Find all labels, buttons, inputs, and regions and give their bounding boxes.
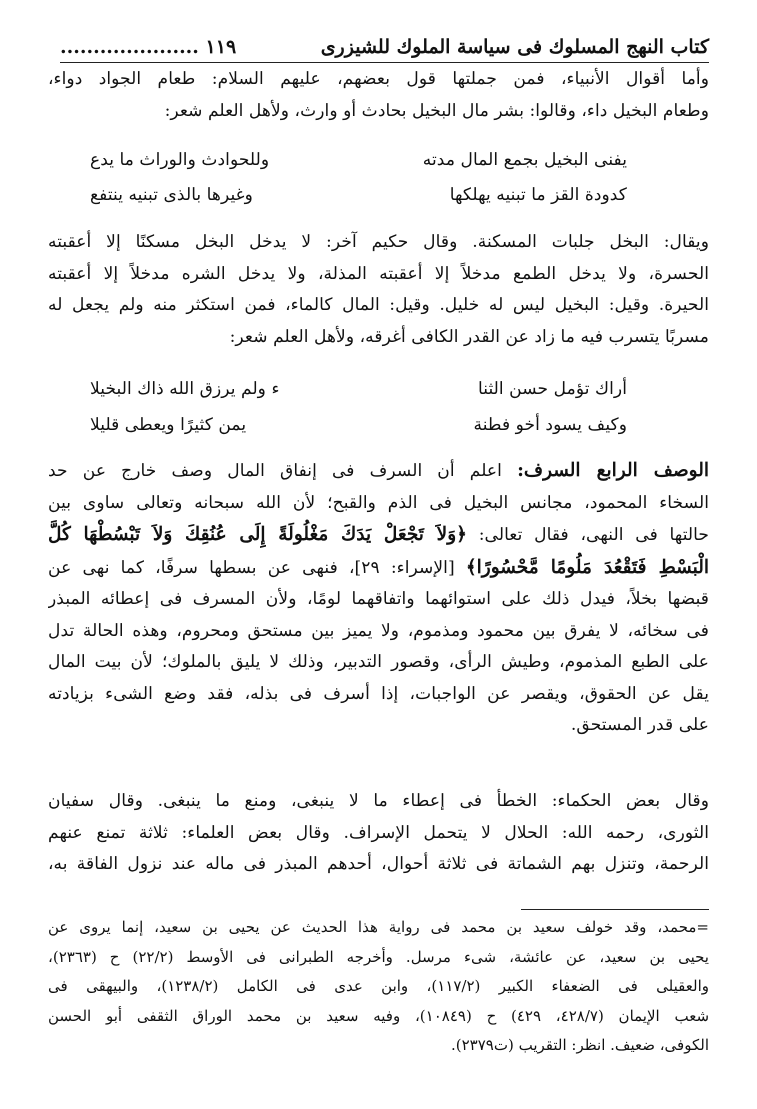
- text-line: يقل عن الحقوق، ويقصر عن الواجبات، إذا أسرف فى بذله، فقد وضع الشىء بزيادته: [48, 683, 709, 704]
- verse-line: [90, 410, 627, 440]
- text-line: على الطبع المذموم، وطيش الرأى، وقصور التدبير، وذلك لا يليق بالملوك؛ لأن بيت المال: [48, 652, 709, 672]
- text-line: ويقال: البخل جلبات المسكنة. وقال حكيم آخر: لا يدخل البخل مسكنًا إلا أعقبته: [48, 232, 709, 252]
- verse-line: [90, 145, 627, 175]
- section-heading: الوصف الرابع السرف:: [517, 460, 709, 481]
- paragraph-wise-sayings: [48, 786, 709, 881]
- footnote: [48, 913, 709, 1061]
- running-header: [60, 28, 709, 63]
- text-line: السخاء المحمود، مجانس البخيل فى الذم والقبح؛ لأن الله سبحانه وتعالى ساوى بين: [48, 492, 709, 513]
- verse-line: [90, 374, 627, 404]
- section-fourth-description-extravagance: [48, 455, 709, 742]
- verse-hemistich-right: كدودة القز ما تبنيه يهلكها: [449, 185, 627, 205]
- text-line: مسربًا يتسرب فيه ما زاد عن القدر الكافى أغرقه، ولأهل العلم شعر:: [229, 326, 709, 347]
- verse-hemistich-right: وكيف يسود أخو فطنة: [473, 415, 627, 435]
- paragraph-prophets-sayings: [48, 64, 709, 127]
- verse-hemistich-left: يمن كثيرًا ويعطى قليلا: [90, 415, 247, 435]
- text-line: الحيرة. وقيل: البخيل ليس له خليل. وقيل: المال كالماء، فمن استكثر منه ولم يجعل له: [48, 295, 709, 315]
- footnote-separator: [521, 909, 709, 910]
- footnote-line: شعب الإيمان (٤٢٨/٧، ٤٢٩) ح (١٠٨٤٩)، وفيه سعيد بن محمد الوراق الثقفى أبو الحسن: [48, 1006, 709, 1025]
- text-line: الثورى، رحمه الله: الحلال لا يتحمل الإسراف. وقال بعض العلماء: ثلاثة تمنع عنهم: [48, 822, 709, 843]
- text-line: الرحمة، وتنزل بهم الشماتة فى ثلاثة أحوال، أحدهم المبذر فى ماله عند نزول الفاقة به،: [48, 854, 709, 874]
- text-line: على قدر المستحق.: [570, 715, 709, 735]
- text-line: حالتها فى النهى، فقال تعالى: ﴿وَلاَ تَجْعَلْ يَدَكَ مَغْلُولَةً إِلَى عُنُقِكَ وَلاَ تَبْسُطْهَا كُلَّ: [48, 524, 709, 545]
- text-line: الوصف الرابع السرف: اعلم أن السرف فى إنفاق المال وصف خارج عن حد: [48, 460, 709, 481]
- text-line: الْبَسْطِ فَتَقْعُدَ مَلُومًا مَّحْسُورًا﴾ [الإسراء: ٢٩]، فنهى عن بسطها سرفًا، كما نهى عن: [48, 556, 709, 578]
- verse-hemistich-right: أراك تؤمل حسن الثنا: [478, 379, 627, 399]
- paragraph-miserliness: [48, 227, 709, 353]
- footnote-line: يحيى بن سعيد، عن عائشة، شىء مرسل. وأخرجه الطبرانى فى الأوسط (٢٢/٢) ح (٢٣٦٣)،: [48, 947, 709, 966]
- quran-verse: ﴿وَلاَ تَجْعَلْ يَدَكَ مَغْلُولَةً إِلَى عُنُقِكَ وَلاَ تَبْسُطْهَا كُلَّ: [48, 524, 467, 545]
- footnote-line: والعقيلى فى الضعفاء الكبير (١١٧/٢)، وابن عدى فى الكامل (١٢٣٨/٢)، والبيهقى فى: [48, 977, 709, 995]
- verse-hemistich-left: ء ولم يرزق الله ذاك البخيلا: [90, 379, 280, 399]
- text-line: وطعام البخيل داء، وقالوا: بشر مال البخيل بحادث أو وارث، ولأهل العلم شعر:: [164, 100, 709, 121]
- text-line: وأما أقوال الأنبياء، فمن جملتها قول بعضهم، عليهم السلام: طعام الجواد دواء،: [48, 69, 709, 89]
- footnote-line: الكوفى، ضعيف. انظر: التقريب (ت٢٣٧٩).: [451, 1036, 709, 1054]
- text-line: وقال بعض الحكماء: الخطأ فى إعطاء ما لا ينبغى، ومنع ما ينبغى. وقال سفيان: [48, 791, 709, 811]
- page-number: ..................... ١١٩: [60, 36, 237, 58]
- text-line: الحسرة، ولا يدخل الطمع مدخلاً إلا أعقبته المذلة، ولا يدخل الشره مدخلاً إلا أعقبته: [48, 263, 709, 284]
- quran-verse: الْبَسْطِ فَتَقْعُدَ مَلُومًا مَّحْسُورًا﴾: [465, 556, 709, 578]
- verse-hemistich-left: وغيرها بالذى تبنيه ينتفع: [90, 185, 253, 205]
- text-line: قبضها بخلاً، فيدل ذلك على استوائهما واتفاقهما لومًا، ولأن المسرف فى إعطائه المبذر: [48, 589, 709, 609]
- footnote-line: =محمد، وقد خولف سعيد بن محمد فى رواية هذا الحديث عن يحيى بن سعيد، إنما يروى عن: [48, 918, 709, 936]
- header-title: كتاب النهج المسلوك فى سياسة الملوك للشيزرى: [320, 36, 709, 58]
- text-line: فى سخائه، لا يفرق بين محمود ومذموم، ولا يميز بين مستحق ومحروم، وهذه الحالة تدل: [48, 620, 709, 641]
- verse-hemistich-left: وللحوادث والوراث ما يدع: [90, 150, 270, 170]
- verse-hemistich-right: يفنى البخيل بجمع المال مدته: [422, 150, 627, 170]
- verse-line: [90, 180, 627, 210]
